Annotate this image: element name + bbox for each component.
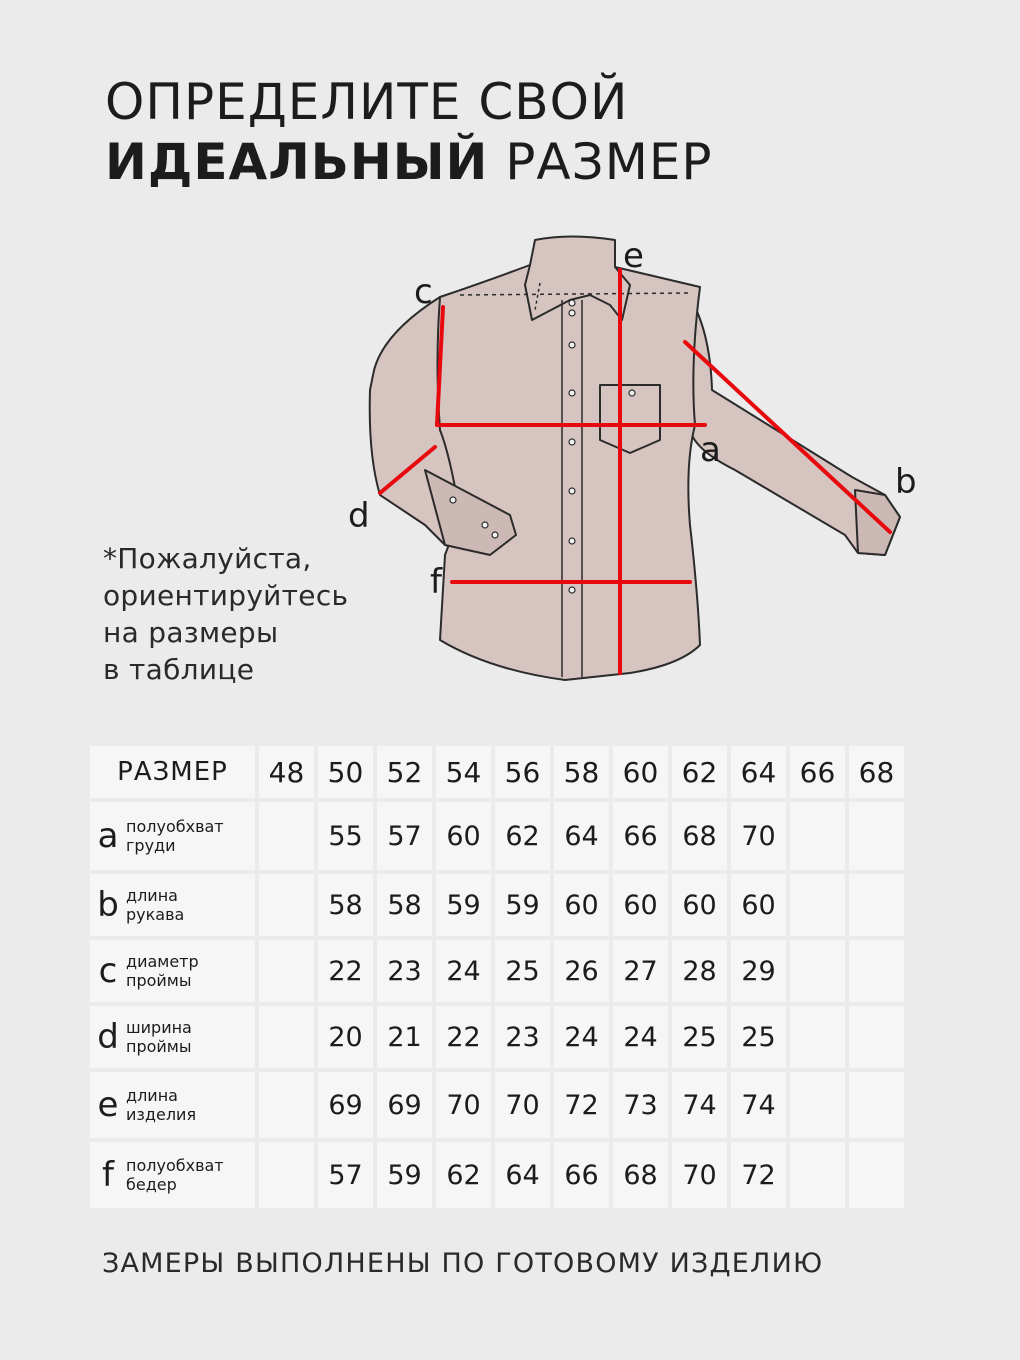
description-line: полуобхват (126, 1156, 224, 1175)
size-column-header: 56 (495, 746, 550, 798)
size-column-header: 64 (731, 746, 786, 798)
measurement-description (126, 1018, 192, 1056)
table-cell: 28 (672, 940, 727, 1002)
button (569, 310, 575, 316)
measurement-label (90, 1006, 255, 1068)
table-cell: 69 (318, 1072, 373, 1138)
table-cell: 66 (613, 802, 668, 870)
button (569, 342, 575, 348)
size-column-header: 68 (849, 746, 904, 798)
measurement-letter: f (102, 1155, 114, 1195)
table-cell (259, 1006, 314, 1068)
shirt-illustration (340, 225, 940, 685)
table-cell: 22 (436, 1006, 491, 1068)
size-column-header: 62 (672, 746, 727, 798)
measurement-label (90, 1072, 255, 1138)
measurement-label (90, 802, 255, 870)
table-cell: 60 (613, 874, 668, 936)
button (482, 522, 488, 528)
button (629, 390, 635, 396)
table-row (90, 940, 904, 1002)
table-cell: 57 (318, 1142, 373, 1208)
table-cell: 70 (495, 1072, 550, 1138)
button (569, 300, 575, 306)
measurement-letter: a (97, 816, 119, 856)
table-cell: 59 (377, 1142, 432, 1208)
size-column-header: 48 (259, 746, 314, 798)
note-line: *Пожалуйста, (103, 542, 312, 575)
shirt-torso (438, 265, 701, 680)
description-line: рукава (126, 905, 185, 924)
table-cell: 66 (554, 1142, 609, 1208)
description-line: изделия (126, 1105, 197, 1124)
table-cell: 70 (672, 1142, 727, 1208)
description-line: длина (126, 886, 178, 905)
shirt-diagram (340, 225, 940, 685)
table-cell: 29 (731, 940, 786, 1002)
table-cell: 25 (672, 1006, 727, 1068)
note-line: ориентируйтесь (103, 579, 349, 612)
measurement-label (90, 874, 255, 936)
table-row (90, 1072, 904, 1138)
title-line-1: ОПРЕДЕЛИТЕ СВОЙ (105, 73, 629, 131)
measurement-description (126, 1086, 196, 1124)
table-cell: 60 (672, 874, 727, 936)
table-cell (259, 802, 314, 870)
table-cell: 69 (377, 1072, 432, 1138)
page-title (105, 72, 713, 192)
measurement-label-inner (90, 886, 255, 924)
label-c: c (414, 272, 433, 312)
table-row (90, 1006, 904, 1068)
table-cell: 59 (495, 874, 550, 936)
title-line-2 (105, 132, 713, 192)
measurement-letter: b (97, 885, 119, 925)
table-row (90, 1142, 904, 1208)
size-table-body (90, 802, 904, 1208)
button (450, 497, 456, 503)
table-cell (790, 874, 845, 936)
table-cell (849, 1072, 904, 1138)
table-cell: 24 (436, 940, 491, 1002)
measurement-description (126, 886, 184, 924)
size-column-header: 60 (613, 746, 668, 798)
table-cell: 64 (554, 802, 609, 870)
table-cell: 23 (377, 940, 432, 1002)
description-line: проймы (126, 971, 192, 990)
measurement-description (126, 1156, 224, 1194)
size-column-header: 58 (554, 746, 609, 798)
table-cell: 60 (436, 802, 491, 870)
table-cell: 23 (495, 1006, 550, 1068)
table-cell: 68 (672, 802, 727, 870)
table-cell: 25 (495, 940, 550, 1002)
title-bold-word: ИДЕАЛЬНЫЙ (105, 133, 489, 191)
table-cell: 25 (731, 1006, 786, 1068)
description-line: полуобхват (126, 817, 224, 836)
label-b: b (895, 462, 917, 502)
table-cell: 72 (731, 1142, 786, 1208)
measurement-letter: c (98, 951, 118, 991)
table-cell (849, 874, 904, 936)
size-column-header: 50 (318, 746, 373, 798)
table-cell: 57 (377, 802, 432, 870)
table-cell: 68 (613, 1142, 668, 1208)
size-column-header: 54 (436, 746, 491, 798)
note-line: в таблице (103, 653, 255, 686)
measurement-label-inner (90, 1156, 255, 1194)
table-cell: 72 (554, 1072, 609, 1138)
measurement-label-inner (90, 952, 255, 990)
button (569, 587, 575, 593)
table-cell: 55 (318, 802, 373, 870)
measurement-label-inner (90, 817, 255, 855)
table-cell: 60 (554, 874, 609, 936)
table-cell (790, 1142, 845, 1208)
table-row (90, 802, 904, 870)
description-line: диаметр (126, 952, 199, 971)
table-cell (259, 1142, 314, 1208)
measurement-label-inner (90, 1086, 255, 1124)
table-cell: 59 (436, 874, 491, 936)
table-cell (259, 874, 314, 936)
button (569, 439, 575, 445)
table-cell (259, 940, 314, 1002)
size-header-row (90, 746, 904, 798)
button (492, 532, 498, 538)
table-cell: 62 (436, 1142, 491, 1208)
table-cell (849, 1142, 904, 1208)
measurement-letter: e (97, 1085, 119, 1125)
size-header-label: РАЗМЕР (90, 746, 255, 798)
table-cell: 62 (495, 802, 550, 870)
title-rest-word: РАЗМЕР (505, 133, 713, 191)
button (569, 390, 575, 396)
table-cell (849, 802, 904, 870)
measurement-letter: d (97, 1017, 119, 1057)
table-cell: 60 (731, 874, 786, 936)
label-e: e (623, 236, 644, 276)
table-cell: 26 (554, 940, 609, 1002)
measurement-label-inner (90, 1018, 255, 1056)
table-cell (790, 802, 845, 870)
table-cell (849, 1006, 904, 1068)
table-cell: 64 (495, 1142, 550, 1208)
table-cell: 58 (318, 874, 373, 936)
measurement-label (90, 940, 255, 1002)
measurement-description (126, 817, 224, 855)
label-f: f (430, 562, 442, 602)
size-note (103, 540, 348, 688)
button (569, 538, 575, 544)
footer-note: ЗАМЕРЫ ВЫПОЛНЕНЫ ПО ГОТОВОМУ ИЗДЕЛИЮ (102, 1248, 824, 1279)
description-line: бедер (126, 1175, 177, 1194)
table-cell (790, 1006, 845, 1068)
size-column-header: 66 (790, 746, 845, 798)
table-cell: 20 (318, 1006, 373, 1068)
table-cell: 73 (613, 1072, 668, 1138)
measurement-label (90, 1142, 255, 1208)
note-line: на размеры (103, 616, 279, 649)
table-cell: 70 (436, 1072, 491, 1138)
table-cell: 21 (377, 1006, 432, 1068)
table-cell: 27 (613, 940, 668, 1002)
table-row (90, 874, 904, 936)
table-cell: 58 (377, 874, 432, 936)
shirt-body (370, 237, 900, 681)
table-cell: 24 (613, 1006, 668, 1068)
measurement-description (126, 952, 199, 990)
table-cell: 22 (318, 940, 373, 1002)
size-column-header: 52 (377, 746, 432, 798)
table-cell (790, 940, 845, 1002)
description-line: длина (126, 1086, 178, 1105)
button (569, 488, 575, 494)
table-cell (849, 940, 904, 1002)
description-line: ширина (126, 1018, 192, 1037)
label-d: d (348, 496, 370, 536)
table-cell: 70 (731, 802, 786, 870)
description-line: проймы (126, 1037, 192, 1056)
table-cell (259, 1072, 314, 1138)
label-a: a (700, 430, 721, 470)
size-table (86, 742, 908, 1212)
table-cell: 74 (731, 1072, 786, 1138)
table-cell: 24 (554, 1006, 609, 1068)
table-cell: 74 (672, 1072, 727, 1138)
description-line: груди (126, 836, 176, 855)
table-cell (790, 1072, 845, 1138)
